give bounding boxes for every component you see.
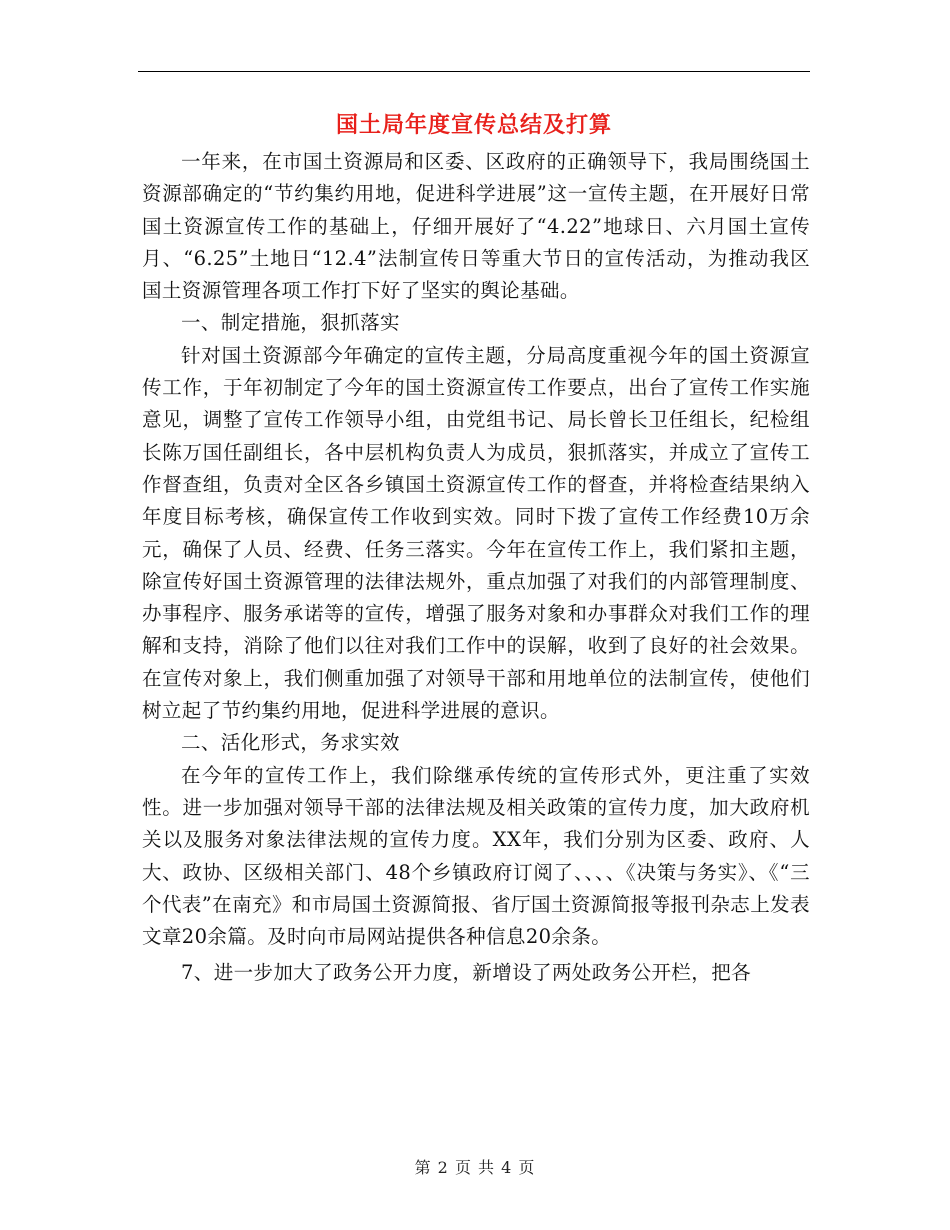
paragraph-section-2: 在今年的宣传工作上，我们除继承传统的宣传形式外，更注重了实效性。进一步加强对领导干部的法律法规及相关政策的宣传力度，加大政府机关以及服务对象法律法规的宣传力度。XX年，我们分别为区委、政府、人大、政协、区级相关部门、48个乡镇政府订阅了、、、、《决策与务实》、《“三个代表”在南充》和市局国土资源简报、省厅国土资源简报等报刊杂志上发表文章20余篇。及时向市局网站提供各种信息20余条。 (142, 763, 810, 949)
paragraph-intro: 一年来，在市国土资源局和区委、区政府的正确领导下，我局围绕国土资源部确定的“节约集约用地，促进科学进展”这一宣传主题，在开展好日常国土资源宣传工作的基础上，仔细开展好了“4.22”地球日、六月国土宣传月、“6.25”土地日“12.4”法制宣传日等重大节日的宣传活动，为推动我区国土资源管理各项工作打下好了坚实的舆论基础。 (142, 150, 810, 303)
paragraph-item-7: 7、进一步加大了政务公开力度，新增设了两处政务公开栏，把各 (181, 961, 752, 985)
document-title: 国土局年度宣传总结及打算 (335, 112, 612, 138)
page-number: 第 2 页 共 4 页 (414, 1158, 536, 1177)
paragraph-section-1: 针对国土资源部今年确定的宣传主题，分局高度重视今年的国土资源宣传工作，于年初制定了今年的国土资源宣传工作要点，出台了宣传工作实施意见，调整了宣传工作领导小组，由党组书记、局长曾长卫任组长，纪检组长陈万国任副组长，各中层机构负责人为成员，狠抓落实，并成立了宣传工作督查组，负责对全区各乡镇国土资源宣传工作的督查，并将检查结果纳入年度目标考核，确保宣传工作收到实效。同时下拨了宣传工作经费10万余元，确保了人员、经费、任务三落实。今年在宣传工作上，我们紧扣主题，除宣传好国土资源管理的法律法规外，重点加强了对我们的内部管理制度、办事程序、服务承诺等的宣传，增强了服务对象和办事群众对我们工作的理解和支持，消除了他们以往对我们工作中的误解，收到了良好的社会效果。在宣传对象上，我们侧重加强了对领导干部和用地单位的法制宣传，使他们树立起了节约集约用地，促进科学进展的意识。 (142, 343, 810, 723)
document-body (142, 146, 810, 990)
section-heading-2: 二、活化形式，务求实效 (181, 731, 400, 755)
section-heading-1: 一、制定措施，狠抓落实 (181, 311, 400, 335)
header-rule (138, 71, 810, 72)
